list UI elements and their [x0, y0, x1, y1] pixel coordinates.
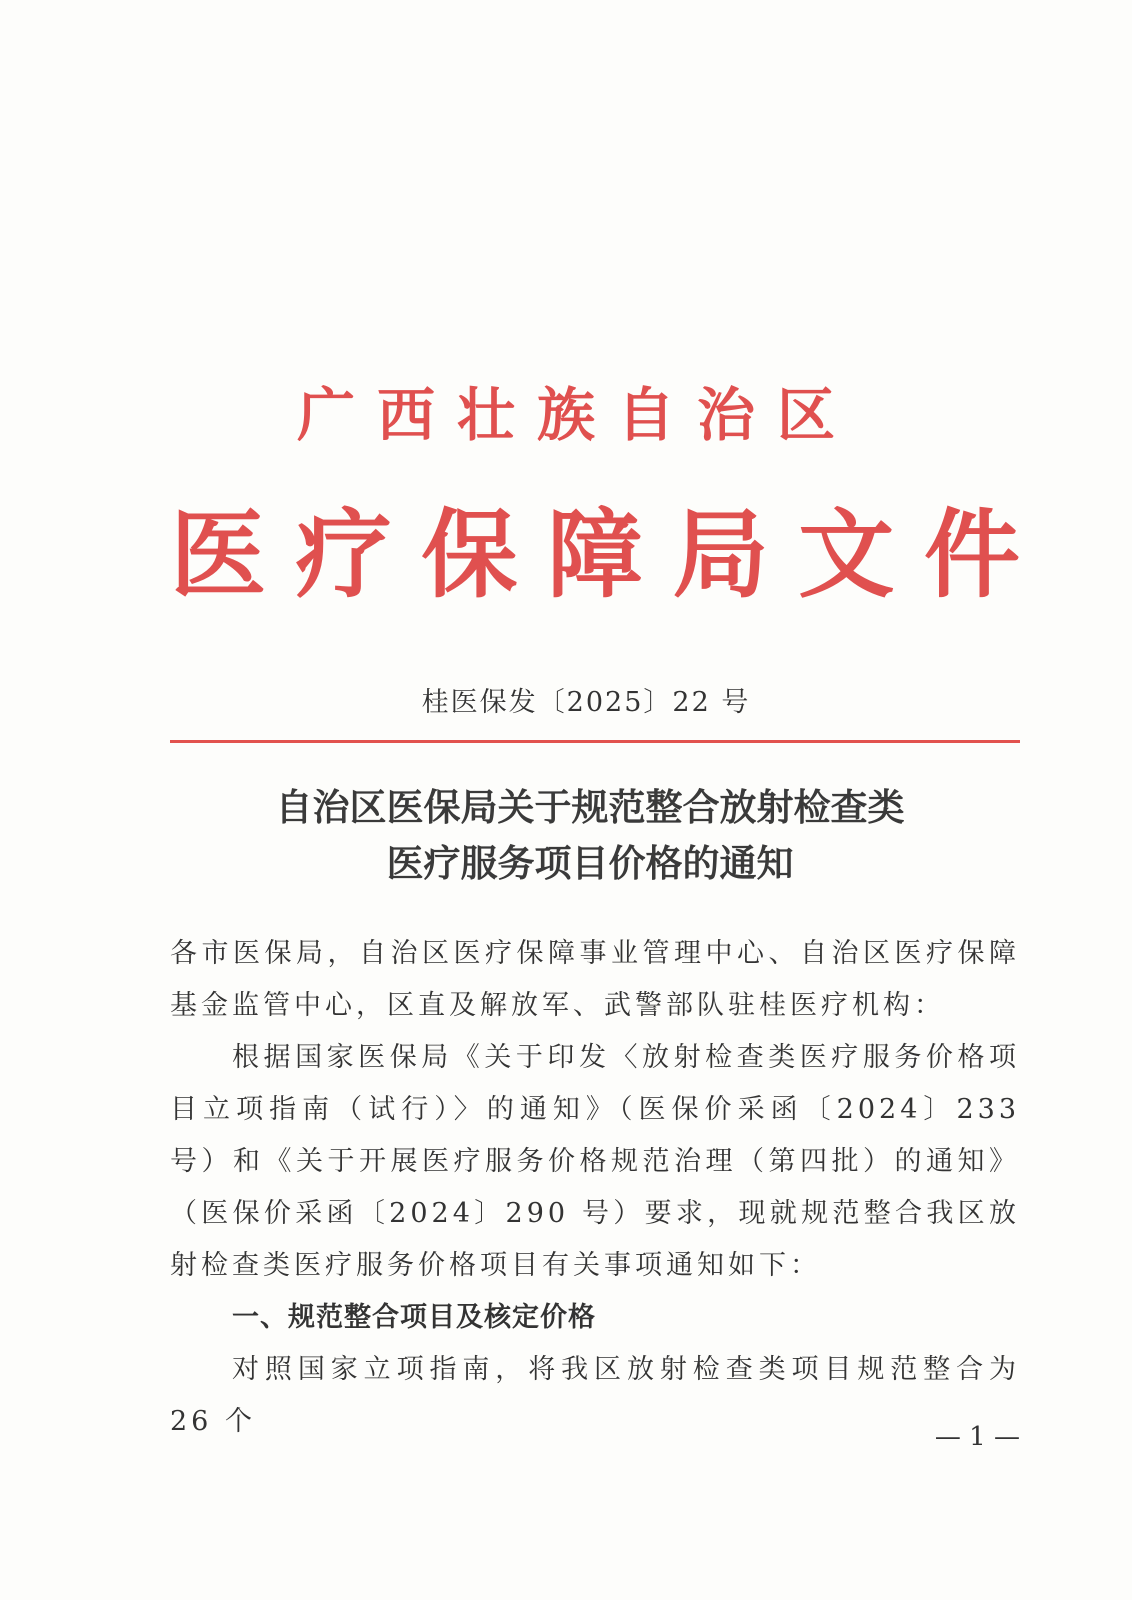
issuer-char: 保 — [421, 498, 518, 611]
document-title — [0, 780, 1132, 892]
document-number: 桂医保发〔2025〕22 号 — [421, 687, 751, 718]
section-heading: 一、规范整合项目及核定价格 — [232, 1302, 596, 1333]
issuer-char: 障 — [546, 498, 643, 611]
document-body — [170, 928, 1020, 1448]
issuer-char: 局 — [672, 498, 769, 611]
body-paragraph: 对照国家立项指南，将我区放射检查类项目规范整合为 26 个 — [170, 1354, 1020, 1437]
issuer-char: 疗 — [295, 498, 392, 611]
issuer-char: 件 — [923, 498, 1020, 611]
red-divider-line — [170, 740, 1020, 743]
addressee: 各市医保局，自治区医疗保障事业管理中心、自治区医疗保障基金监管中心，区直及解放军、武警部队驻桂医疗机构： — [170, 938, 1020, 1021]
issuer-char: 文 — [798, 498, 895, 611]
issuer-char: 医 — [170, 498, 266, 611]
title-line-2: 医疗服务项目价格的通知 — [386, 842, 794, 885]
issuer-region-heading: 广西壮族自治区 — [296, 381, 857, 449]
issuer-agency-heading — [170, 500, 1020, 610]
page-number: — 1 — — [934, 1422, 1020, 1452]
body-paragraph: 根据国家医保局《关于印发〈放射检查类医疗服务价格项目立项指南（试行）〉的通知》（医保价采函〔2024〕233 号）和《关于开展医疗服务价格规范治理（第四批）的通知》（医保价采函〔2024〕290 号）要求，现就规范整合我区放射检查类医疗服务价格项目有关事项通知如下： — [170, 1042, 1020, 1281]
title-line-1: 自治区医保局关于规范整合放射检查类 — [275, 786, 905, 829]
